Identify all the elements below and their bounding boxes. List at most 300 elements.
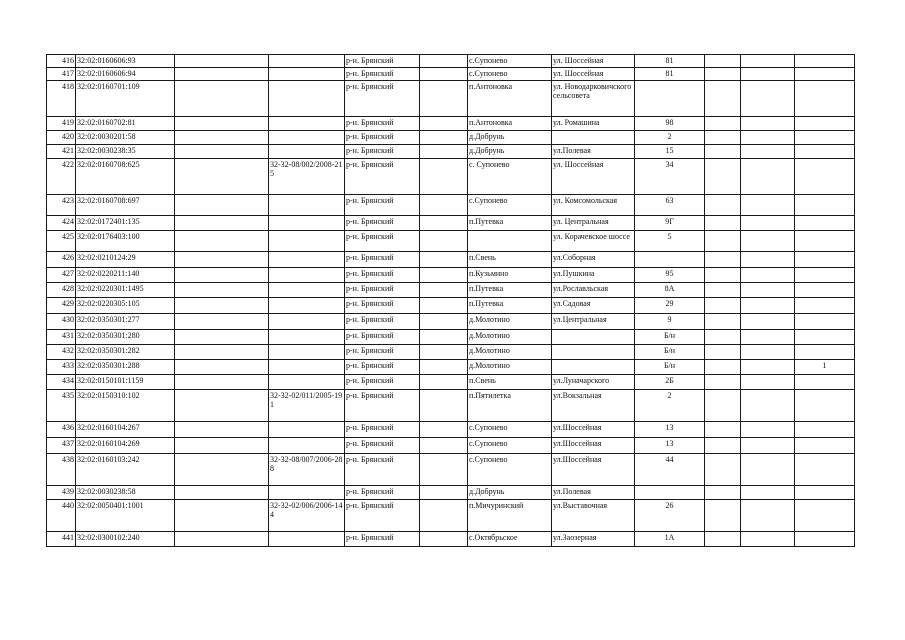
- cell-empty: [741, 486, 795, 500]
- cell-locality: п.Пятилетка: [468, 390, 552, 422]
- cell-row-number: 429: [47, 298, 76, 314]
- cell-registration-number: [269, 231, 345, 252]
- cell-empty: [741, 231, 795, 252]
- cell-locality: д.Добрунь: [468, 486, 552, 500]
- cell-district: р-н. Брянский: [345, 268, 420, 283]
- cell-house-number: [635, 81, 705, 117]
- cell-row-number: 419: [47, 117, 76, 131]
- cell-registration-number: [269, 145, 345, 159]
- cell-row-number: 418: [47, 81, 76, 117]
- cell-locality: с.Супонево: [468, 55, 552, 68]
- cell-empty: [741, 390, 795, 422]
- cell-empty: [705, 486, 741, 500]
- cell-street: ул.Шоссейная: [552, 454, 635, 486]
- cell-empty: [175, 390, 269, 422]
- cell-extra: [795, 454, 855, 486]
- cell-cadastral-number: 32:02:0150101:1159: [76, 375, 175, 390]
- cell-street: ул. Новодарковичского сельсовета: [552, 81, 635, 117]
- cell-cadastral-number: 32:02:0210124:29: [76, 252, 175, 268]
- cell-empty: [420, 159, 468, 195]
- cell-empty: [420, 360, 468, 375]
- cell-row-number: 417: [47, 68, 76, 81]
- cell-street: ул.Пушкина: [552, 268, 635, 283]
- cell-empty: [420, 375, 468, 390]
- cell-empty: [175, 145, 269, 159]
- cell-district: р-н. Брянский: [345, 55, 420, 68]
- cell-extra: [795, 252, 855, 268]
- cell-registration-number: [269, 252, 345, 268]
- cell-cadastral-number: 32:02:0150310:102: [76, 390, 175, 422]
- cell-empty: [420, 532, 468, 547]
- cell-street: ул.Заозерная: [552, 532, 635, 547]
- cell-cadastral-number: 32:02:0160606:94: [76, 68, 175, 81]
- cell-registration-number: [269, 532, 345, 547]
- cell-street: [552, 330, 635, 345]
- table-row: [47, 438, 855, 454]
- cell-locality: д.Молотино: [468, 314, 552, 330]
- cell-empty: [420, 268, 468, 283]
- cell-registration-number: 32-32-02/006/2006-144: [269, 500, 345, 532]
- cell-street: [552, 131, 635, 145]
- cell-house-number: 26: [635, 500, 705, 532]
- cell-house-number: 5: [635, 231, 705, 252]
- cell-street: ул.Луначарского: [552, 375, 635, 390]
- table-row: [47, 268, 855, 283]
- cell-empty: [705, 360, 741, 375]
- cell-street: ул. Шоссейная: [552, 68, 635, 81]
- cell-empty: [420, 500, 468, 532]
- cell-empty: [741, 330, 795, 345]
- table-row: [47, 216, 855, 231]
- cell-cadastral-number: 32:02:0160702:81: [76, 117, 175, 131]
- cell-empty: [705, 438, 741, 454]
- cell-empty: [175, 298, 269, 314]
- table-row: [47, 330, 855, 345]
- cell-district: р-н. Брянский: [345, 252, 420, 268]
- cell-cadastral-number: 32:02:0160104:267: [76, 422, 175, 438]
- cell-extra: [795, 500, 855, 532]
- cell-street: ул.Полевая: [552, 145, 635, 159]
- cell-house-number: 98: [635, 117, 705, 131]
- cell-registration-number: [269, 268, 345, 283]
- cell-empty: [175, 68, 269, 81]
- cell-empty: [705, 55, 741, 68]
- cell-locality: п.Свень: [468, 252, 552, 268]
- cell-registration-number: [269, 314, 345, 330]
- table-row: [47, 345, 855, 360]
- cell-empty: [420, 55, 468, 68]
- cell-empty: [420, 330, 468, 345]
- cell-locality: с.Супонево: [468, 422, 552, 438]
- cell-house-number: 44: [635, 454, 705, 486]
- cell-empty: [175, 330, 269, 345]
- cell-empty: [175, 117, 269, 131]
- cell-cadastral-number: 32:02:0172401:135: [76, 216, 175, 231]
- cell-house-number: 2: [635, 390, 705, 422]
- cell-street: ул.Соборная: [552, 252, 635, 268]
- cell-locality: д.Молотино: [468, 330, 552, 345]
- cell-locality: с.Супонево: [468, 438, 552, 454]
- cell-registration-number: [269, 360, 345, 375]
- cell-extra: [795, 532, 855, 547]
- cell-district: р-н. Брянский: [345, 314, 420, 330]
- cell-street: [552, 345, 635, 360]
- cell-street: ул.Садовая: [552, 298, 635, 314]
- cell-empty: [175, 131, 269, 145]
- cell-row-number: 436: [47, 422, 76, 438]
- cell-district: р-н. Брянский: [345, 283, 420, 298]
- cell-registration-number: [269, 55, 345, 68]
- cell-house-number: 81: [635, 55, 705, 68]
- cell-empty: [175, 486, 269, 500]
- table-row: [47, 131, 855, 145]
- cell-empty: [175, 345, 269, 360]
- cell-row-number: 424: [47, 216, 76, 231]
- cell-empty: [420, 216, 468, 231]
- cell-empty: [420, 231, 468, 252]
- cell-extra: [795, 159, 855, 195]
- table-row: [47, 314, 855, 330]
- cell-empty: [741, 298, 795, 314]
- cell-empty: [705, 314, 741, 330]
- cell-cadastral-number: 32:02:0030201:58: [76, 131, 175, 145]
- cell-extra: [795, 345, 855, 360]
- cell-street: ул.Центральная: [552, 314, 635, 330]
- cell-empty: [741, 422, 795, 438]
- cell-locality: д.Молотино: [468, 360, 552, 375]
- cell-extra: [795, 145, 855, 159]
- cell-empty: [175, 231, 269, 252]
- cell-house-number: 95: [635, 268, 705, 283]
- cell-registration-number: [269, 131, 345, 145]
- cell-extra: [795, 268, 855, 283]
- cell-empty: [741, 195, 795, 216]
- cell-registration-number: 32-32-08/007/2006-288: [269, 454, 345, 486]
- cell-row-number: 427: [47, 268, 76, 283]
- cell-house-number: Б/н: [635, 330, 705, 345]
- cell-street: ул.Выставочная: [552, 500, 635, 532]
- cell-empty: [705, 330, 741, 345]
- cell-registration-number: 32-32-02/011/2005-191: [269, 390, 345, 422]
- cell-extra: [795, 314, 855, 330]
- cell-extra: [795, 486, 855, 500]
- cell-registration-number: [269, 195, 345, 216]
- table-row: [47, 68, 855, 81]
- cell-row-number: 428: [47, 283, 76, 298]
- cell-row-number: 423: [47, 195, 76, 216]
- cell-locality: с. Супонево: [468, 159, 552, 195]
- cell-empty: [705, 252, 741, 268]
- cell-empty: [741, 500, 795, 532]
- cell-empty: [175, 314, 269, 330]
- cell-registration-number: [269, 81, 345, 117]
- cell-house-number: Б/н: [635, 360, 705, 375]
- cell-row-number: 420: [47, 131, 76, 145]
- cell-district: р-н. Брянский: [345, 454, 420, 486]
- cell-locality: п.Путевка: [468, 216, 552, 231]
- table-row: [47, 375, 855, 390]
- cell-empty: [741, 252, 795, 268]
- cell-registration-number: 32-32-08/002/2008-215: [269, 159, 345, 195]
- cell-locality: д.Добрунь: [468, 145, 552, 159]
- cell-empty: [175, 159, 269, 195]
- cell-empty: [705, 422, 741, 438]
- cell-empty: [705, 145, 741, 159]
- cell-empty: [705, 390, 741, 422]
- cell-row-number: 440: [47, 500, 76, 532]
- cell-extra: [795, 55, 855, 68]
- cell-district: р-н. Брянский: [345, 216, 420, 231]
- cell-extra: [795, 438, 855, 454]
- cell-empty: [705, 81, 741, 117]
- cell-empty: [705, 68, 741, 81]
- table-row: [47, 159, 855, 195]
- cell-cadastral-number: 32:02:0220301:1495: [76, 283, 175, 298]
- cell-empty: [175, 195, 269, 216]
- cell-empty: [705, 117, 741, 131]
- cell-house-number: 34: [635, 159, 705, 195]
- cell-district: р-н. Брянский: [345, 486, 420, 500]
- cell-house-number: 2Б: [635, 375, 705, 390]
- cell-empty: [175, 454, 269, 486]
- cell-locality: с.Октябрьское: [468, 532, 552, 547]
- cell-locality: п.Свень: [468, 375, 552, 390]
- cell-empty: [175, 252, 269, 268]
- cell-district: р-н. Брянский: [345, 68, 420, 81]
- cell-empty: [705, 500, 741, 532]
- table-row: [47, 117, 855, 131]
- cell-district: р-н. Брянский: [345, 330, 420, 345]
- cell-district: р-н. Брянский: [345, 500, 420, 532]
- cell-extra: [795, 231, 855, 252]
- cell-street: ул.Вокзальная: [552, 390, 635, 422]
- cell-empty: [420, 117, 468, 131]
- cell-house-number: 9: [635, 314, 705, 330]
- cell-row-number: 416: [47, 55, 76, 68]
- cell-cadastral-number: 32:02:0300102:240: [76, 532, 175, 547]
- cell-empty: [705, 283, 741, 298]
- cell-row-number: 431: [47, 330, 76, 345]
- cell-cadastral-number: 32:02:0030238:35: [76, 145, 175, 159]
- cell-house-number: 13: [635, 422, 705, 438]
- cell-extra: [795, 390, 855, 422]
- cell-empty: [741, 314, 795, 330]
- cell-row-number: 438: [47, 454, 76, 486]
- cell-district: р-н. Брянский: [345, 145, 420, 159]
- cell-extra: [795, 131, 855, 145]
- cell-row-number: 432: [47, 345, 76, 360]
- table-row: [47, 283, 855, 298]
- cell-empty: [175, 283, 269, 298]
- cell-house-number: 2: [635, 131, 705, 145]
- cell-house-number: 29: [635, 298, 705, 314]
- cell-empty: [741, 68, 795, 81]
- cell-locality: п.Мичуринский: [468, 500, 552, 532]
- cell-row-number: 426: [47, 252, 76, 268]
- cell-cadastral-number: 32:02:0160103:242: [76, 454, 175, 486]
- cell-empty: [705, 195, 741, 216]
- cell-street: ул.Полевая: [552, 486, 635, 500]
- table-row: [47, 252, 855, 268]
- cell-street: ул.Шоссейная: [552, 422, 635, 438]
- cell-locality: п.Путевка: [468, 298, 552, 314]
- cell-empty: [705, 268, 741, 283]
- table-row: [47, 454, 855, 486]
- cell-extra: [795, 81, 855, 117]
- cell-empty: [420, 298, 468, 314]
- cell-empty: [175, 81, 269, 117]
- cell-cadastral-number: 32:02:0350301:277: [76, 314, 175, 330]
- cell-district: р-н. Брянский: [345, 532, 420, 547]
- cell-street: [552, 360, 635, 375]
- cell-district: р-н. Брянский: [345, 390, 420, 422]
- cell-district: р-н. Брянский: [345, 438, 420, 454]
- cell-empty: [705, 298, 741, 314]
- cell-registration-number: [269, 68, 345, 81]
- cell-district: р-н. Брянский: [345, 159, 420, 195]
- cell-extra: [795, 298, 855, 314]
- cell-district: р-н. Брянский: [345, 422, 420, 438]
- cell-registration-number: [269, 283, 345, 298]
- cell-empty: [705, 216, 741, 231]
- cell-locality: [468, 231, 552, 252]
- cell-street: ул. Корачевское шоссе: [552, 231, 635, 252]
- cell-house-number: 81: [635, 68, 705, 81]
- cell-locality: п.Кузьмино: [468, 268, 552, 283]
- cell-empty: [705, 532, 741, 547]
- cell-row-number: 439: [47, 486, 76, 500]
- cell-empty: [705, 345, 741, 360]
- table-row: [47, 298, 855, 314]
- cell-empty: [741, 438, 795, 454]
- cell-empty: [741, 283, 795, 298]
- cell-locality: п.Антоновка: [468, 117, 552, 131]
- cell-house-number: 15: [635, 145, 705, 159]
- cell-extra: [795, 216, 855, 231]
- cell-district: р-н. Брянский: [345, 345, 420, 360]
- cell-empty: [175, 375, 269, 390]
- cell-empty: [705, 131, 741, 145]
- cell-cadastral-number: 32:02:0220305:105: [76, 298, 175, 314]
- cell-registration-number: [269, 438, 345, 454]
- registry-table: [46, 54, 855, 547]
- cell-empty: [420, 422, 468, 438]
- cell-locality: д.Молотино: [468, 345, 552, 360]
- cell-empty: [420, 81, 468, 117]
- cell-empty: [741, 345, 795, 360]
- cell-house-number: 9Г: [635, 216, 705, 231]
- cell-house-number: [635, 486, 705, 500]
- cell-extra: [795, 195, 855, 216]
- table-row: [47, 486, 855, 500]
- table-row: [47, 390, 855, 422]
- cell-empty: [420, 438, 468, 454]
- cell-cadastral-number: 32:02:0350301:282: [76, 345, 175, 360]
- cell-row-number: 421: [47, 145, 76, 159]
- cell-cadastral-number: 32:02:0160606:93: [76, 55, 175, 68]
- cell-registration-number: [269, 330, 345, 345]
- cell-empty: [741, 375, 795, 390]
- cell-empty: [420, 486, 468, 500]
- cell-empty: [705, 159, 741, 195]
- cell-empty: [175, 532, 269, 547]
- cell-district: р-н. Брянский: [345, 131, 420, 145]
- cell-extra: [795, 117, 855, 131]
- cell-empty: [420, 390, 468, 422]
- cell-cadastral-number: 32:02:0160708:625: [76, 159, 175, 195]
- cell-extra: [795, 330, 855, 345]
- cell-district: р-н. Брянский: [345, 231, 420, 252]
- cell-empty: [420, 454, 468, 486]
- table-row: [47, 145, 855, 159]
- table-body: [47, 55, 855, 547]
- cell-empty: [175, 438, 269, 454]
- cell-empty: [741, 360, 795, 375]
- cell-empty: [175, 216, 269, 231]
- cell-registration-number: [269, 117, 345, 131]
- table-row: [47, 532, 855, 547]
- cell-cadastral-number: 32:02:0350301:280: [76, 330, 175, 345]
- cell-empty: [175, 360, 269, 375]
- cell-house-number: Б/н: [635, 345, 705, 360]
- cell-empty: [175, 268, 269, 283]
- cell-locality: с.Супонево: [468, 68, 552, 81]
- cell-empty: [741, 117, 795, 131]
- table-row: [47, 500, 855, 532]
- cell-empty: [175, 55, 269, 68]
- cell-registration-number: [269, 216, 345, 231]
- table-row: [47, 422, 855, 438]
- cell-district: р-н. Брянский: [345, 195, 420, 216]
- table-row: [47, 231, 855, 252]
- cell-empty: [741, 216, 795, 231]
- cell-empty: [420, 345, 468, 360]
- cell-cadastral-number: 32:02:0160104:269: [76, 438, 175, 454]
- cell-extra: [795, 422, 855, 438]
- cell-house-number: 13: [635, 438, 705, 454]
- cell-empty: [705, 454, 741, 486]
- cell-registration-number: [269, 298, 345, 314]
- table-row: [47, 55, 855, 68]
- cell-street: ул. Центральная: [552, 216, 635, 231]
- table-row: [47, 360, 855, 375]
- cell-house-number: 1А: [635, 532, 705, 547]
- cell-registration-number: [269, 486, 345, 500]
- cell-empty: [741, 81, 795, 117]
- cell-street: ул. Шоссейная: [552, 55, 635, 68]
- cell-cadastral-number: 32:02:0220211:140: [76, 268, 175, 283]
- cell-house-number: 63: [635, 195, 705, 216]
- cell-empty: [741, 454, 795, 486]
- cell-cadastral-number: 32:02:0160701:109: [76, 81, 175, 117]
- cell-empty: [705, 375, 741, 390]
- cell-cadastral-number: 32:02:0160708:697: [76, 195, 175, 216]
- cell-street: ул. Комсомольская: [552, 195, 635, 216]
- cell-empty: [175, 500, 269, 532]
- cell-empty: [705, 231, 741, 252]
- cell-row-number: 437: [47, 438, 76, 454]
- cell-empty: [420, 252, 468, 268]
- cell-locality: п.Путевка: [468, 283, 552, 298]
- cell-registration-number: [269, 375, 345, 390]
- cell-street: ул. Шоссейная: [552, 159, 635, 195]
- cell-locality: п.Антоновка: [468, 81, 552, 117]
- cell-cadastral-number: 32:02:0176403:100: [76, 231, 175, 252]
- cell-row-number: 434: [47, 375, 76, 390]
- cell-empty: [420, 314, 468, 330]
- cell-extra: [795, 68, 855, 81]
- cell-cadastral-number: 32:02:0030238:58: [76, 486, 175, 500]
